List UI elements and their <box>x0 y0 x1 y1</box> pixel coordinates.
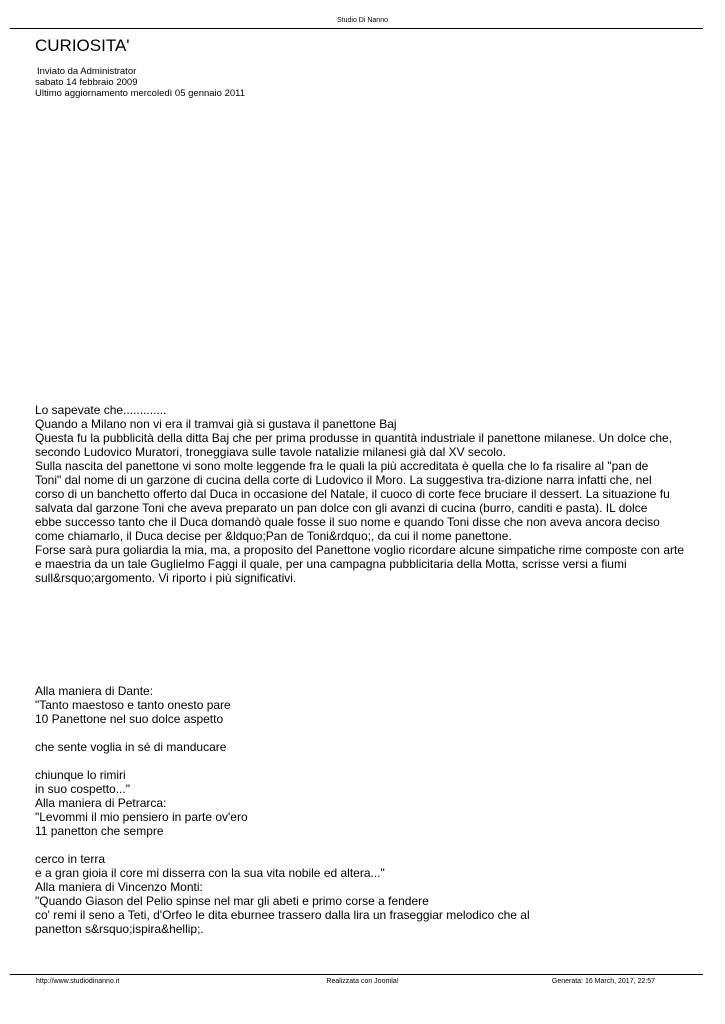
article-poems <box>35 684 695 936</box>
intro-line: Questa fu la pubblicità della ditta Baj che per prima produsse in quantità industriale il panettone milanese. Un dolce che, <box>35 431 673 445</box>
footer-site-url[interactable]: http://www.studiodinanno.it <box>36 978 120 985</box>
intro-line: Forse sarà pura goliardia la mia, ma, a proposito del Panettone voglio ricordare alcune simpatiche rime composte con arte <box>35 543 684 557</box>
intro-line: come chiamarlo, il Duca decise per &ldquo;Pan de Toni&rdquo;, da cui il nome panettone. <box>35 529 512 543</box>
poem-line: che sente voglia in sé di manducare <box>35 740 227 754</box>
article-meta <box>35 66 245 99</box>
intro-line: Sulla nascita del panettone vi sono molte leggende fra le quali la più accreditata è quella che lo fa risalire al "pan de <box>35 459 649 473</box>
article-author: Inviato da Administrator <box>37 66 137 77</box>
header-divider <box>10 28 703 29</box>
intro-line: ebbe successo tanto che il Duca domandò quale fosse il suo nome e quando Toni disse che non aveva ancora deciso <box>35 515 660 529</box>
poem-line: co' remi il seno a Teti, d'Orfeo le dita eburnee trassero dalla lira un fraseggiar melodico che al <box>35 908 530 922</box>
poem-line: Alla maniera di Petrarca: <box>35 796 167 810</box>
article-date: sabato 14 febbraio 2009 <box>35 77 138 88</box>
intro-line: corso di un banchetto offerto dal Duca in occasione del Natale, il cuoco di corte fece bruciare il dessert. La situazione fu <box>35 487 670 501</box>
poem-line: Alla maniera di Vincenzo Monti: <box>35 880 203 894</box>
poem-line: Alla maniera di Dante: <box>35 684 154 698</box>
article-updated: Ultimo aggiornamento mercoledì 05 gennaio 2011 <box>35 88 246 99</box>
intro-line: Toni" dal nome di un garzone di cucina della corte di Ludovico il Moro. La suggestiva tra-dizione narra infatti che, nel <box>35 473 652 487</box>
poem-line: in suo cospetto..." <box>35 782 130 796</box>
poem-blank-line <box>35 726 695 740</box>
footer-divider <box>10 974 703 975</box>
intro-line: salvata dal garzone Toni che aveva preparato un pan dolce con gli avanzi di cucina (burro, canditi e pasta). IL dolce <box>35 501 648 515</box>
poem-line: cerco in terra <box>35 852 106 866</box>
poem-blank-line <box>35 838 695 852</box>
intro-line: e maestria da un tale Guglielmo Faggi il quale, per una campagna pubblicitaria della Motta, scrisse versi a fiumi <box>35 557 627 571</box>
intro-line: Quando a Milano non vi era il tramvai già si gustava il panettone Baj <box>35 417 397 431</box>
poem-line: "Levommi il mio pensiero in parte ov'ero <box>35 810 248 824</box>
poem-line: "Tanto maestoso e tanto onesto pare <box>35 698 231 712</box>
site-name-header: Studio Di Nanno <box>337 17 388 24</box>
intro-line: sull&rsquo;argomento. Vi riporto i più significativi. <box>35 571 297 585</box>
poem-line: "Quando Giason del Pelio spinse nel mar gli abeti e primo corse a fendere <box>35 894 429 908</box>
article-intro <box>35 403 695 585</box>
poem-line: e a gran gioia il core mi disserra con la sua vita nobile ed altera..." <box>35 866 385 880</box>
poem-line: 10 Panettone nel suo dolce aspetto <box>35 712 224 726</box>
poem-blank-line <box>35 754 695 768</box>
poem-line: chiunque lo rimiri <box>35 768 126 782</box>
intro-line: Lo sapevate che............. <box>35 403 167 417</box>
poem-line: panetton s&rsquo;ispira&hellip;. <box>35 922 204 936</box>
intro-line: secondo Ludovico Muratori, troneggiava sulle tavole natalizie milanesi già dal XV secolo. <box>35 445 506 459</box>
article-title: CURIOSITA' <box>35 36 130 55</box>
footer-powered-by: Realizzata con Joomla! <box>326 978 399 985</box>
poem-line: 11 panetton che sempre <box>35 824 164 838</box>
footer-generated-date: Generata: 16 March, 2017, 22:57 <box>551 978 655 985</box>
